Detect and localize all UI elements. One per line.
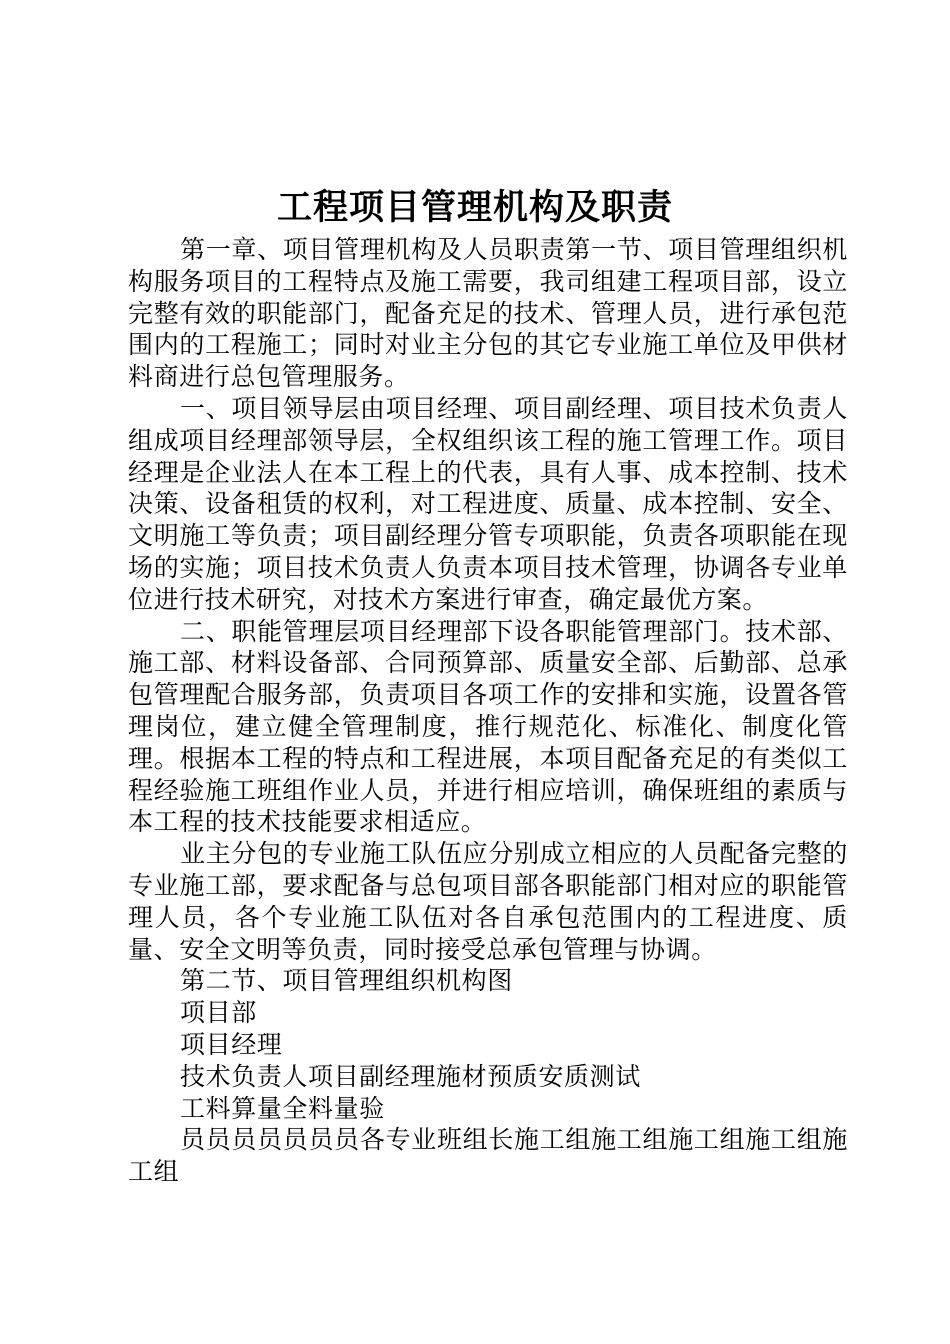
org-chart-line-project-manager: 项目经理: [180, 1029, 283, 1059]
paragraph-leadership: 一、项目领导层由项目经理、项目副经理、项目技术负责人组成项目经理部领导层，全权组织该工程的施工管理工作。项目经理是企业法人在本工程上的代表，具有人事、成本控制、技术决策、设备租赁的权利，对工程进度、质量、成本控制、安全、文明施工等负责；项目副经理分管专项职能，负责各项职能在现场的实施；项目技术负责人负责本项目技术管理，协调各专业单位进行技术研究，对技术方案进行审查，确定最优方案。: [128, 393, 848, 614]
paragraph-functional-management: 二、职能管理层项目经理部下设各职能管理部门。技术部、施工部、材料设备部、合同预算部、质量安全部、后勤部、总承包管理配合服务部，负责项目各项工作的安排和实施，设置各管理岗位，建立健全管理制度，推行规范化、标准化、制度化管理。根据本工程的特点和工程进展，本项目配备充足的有类似工程经验施工班组作业人员，并进行相应培训，确保班组的素质与本工程的技术技能要求相适应。: [128, 616, 848, 837]
section-heading-org-chart: 第二节、项目管理组织机构图: [180, 966, 513, 996]
org-chart-line-roles: 技术负责人项目副经理施材预质安质测试: [180, 1061, 641, 1091]
org-chart-line-project-dept: 项目部: [180, 998, 257, 1028]
paragraph-owner-subcontract: 业主分包的专业施工队伍应分别成立相应的人员配备完整的专业施工部，要求配备与总包项目部各职能部门相对应的职能管理人员，各个专业施工队伍对各自承包范围内的工程进度、质量、安全文明等负责，同时接受总承包管理与协调。: [128, 839, 848, 964]
document-title: 工程项目管理机构及职责: [276, 187, 673, 228]
document-body: [128, 234, 848, 1188]
org-chart-line-roles-2: 工料算量全料量验: [180, 1093, 385, 1123]
org-chart-line-staff: 员员员员员员员各专业班组长施工组施工组施工组施工组施工组: [128, 1125, 848, 1187]
paragraph-chapter-intro: 第一章、项目管理机构及人员职责第一节、项目管理组织机构服务项目的工程特点及施工需要，我司组建工程项目部，设立完整有效的职能部门，配备充足的技术、管理人员，进行承包范围内的工程施工；同时对业主分包的其它专业施工单位及甲供材料商进行总包管理服务。: [128, 235, 848, 392]
